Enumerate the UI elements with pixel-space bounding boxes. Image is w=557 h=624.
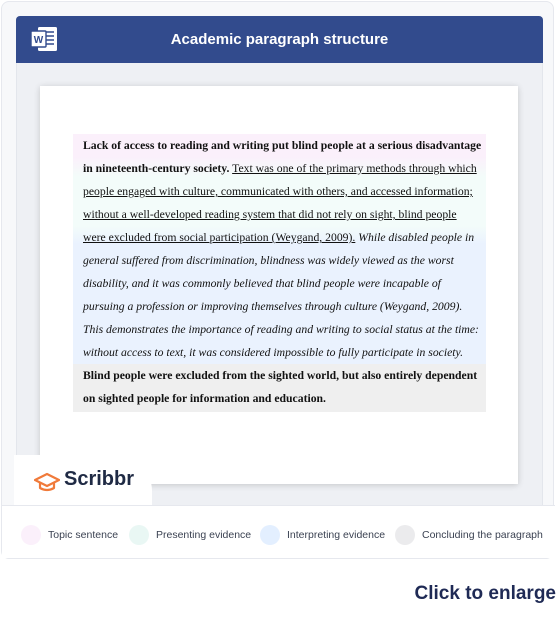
brand-tab[interactable] (14, 455, 152, 506)
paragraph-text (73, 134, 486, 410)
paragraph-line (83, 203, 478, 226)
paragraph-segment: Text was one of the primary methods through which (232, 162, 477, 175)
legend (2, 505, 555, 558)
paragraph-segment: pursuing a profession or improving themselves through culture (Weygand, 2009). (83, 300, 463, 313)
legend-label-evidence: Presenting evidence (156, 529, 252, 541)
legend-swatch-evidence (129, 525, 149, 545)
paragraph-segment: While disabled people in (355, 231, 475, 244)
paragraph-segment: This demonstrates the importance of reading and writing to social status at the time: (83, 323, 479, 336)
paragraph-segment: were excluded from social participation (Weygand, 2009). (83, 231, 356, 244)
paragraph-line (83, 157, 478, 180)
click-to-enlarge-link[interactable]: Click to enlarge (414, 583, 556, 604)
paragraph-line (83, 249, 478, 272)
paragraph-segment: on sighted people for information and education. (83, 392, 326, 405)
legend-swatch-interpreting (260, 525, 280, 545)
paragraph-line (83, 134, 482, 157)
legend-label-interpreting: Interpreting evidence (287, 529, 386, 541)
paragraph-line (83, 318, 478, 341)
legend-label-concluding: Concluding the paragraph (422, 529, 543, 541)
paragraph-line (83, 364, 478, 387)
paragraph-segment: disability, and it was commonly believed that blind people were incapable of (83, 277, 441, 290)
paragraph-segment: people engaged with culture, communicated with others, and accessed information; (83, 185, 473, 198)
paragraph-segment: without access to text, it was considered impossible to fully participate in society. (83, 346, 464, 359)
paragraph-segment: in nineteenth-century society. (83, 162, 230, 175)
legend-label-topic: Topic sentence (48, 529, 119, 541)
example-paragraph (73, 134, 486, 412)
paragraph-segment: Lack of access to reading and writing put blind people at a serious disadvantage (83, 139, 482, 152)
paragraph-line (83, 387, 478, 410)
paragraph-segment: general suffered from discrimination, blindness was widely viewed as the worst (83, 254, 454, 267)
legend-swatch-topic (21, 525, 41, 545)
paragraph-segment: Blind people were excluded from the sighted world, but also entirely dependent (83, 369, 478, 382)
paragraph-line (83, 295, 478, 318)
scribbr-logo-icon (34, 472, 60, 492)
paragraph-line (83, 180, 478, 203)
legend-swatch-concluding (395, 525, 415, 545)
header-bar (16, 16, 543, 63)
svg-text:W: W (33, 35, 44, 46)
paragraph-segment: without a well-developed reading system that did not rely on sight, blind people (83, 208, 457, 221)
brand-name: Scribbr (64, 468, 135, 490)
paragraph-line (83, 341, 478, 364)
paragraph-line (83, 272, 478, 295)
figure-title: Academic paragraph structure (170, 31, 389, 48)
paragraph-line (83, 226, 478, 249)
